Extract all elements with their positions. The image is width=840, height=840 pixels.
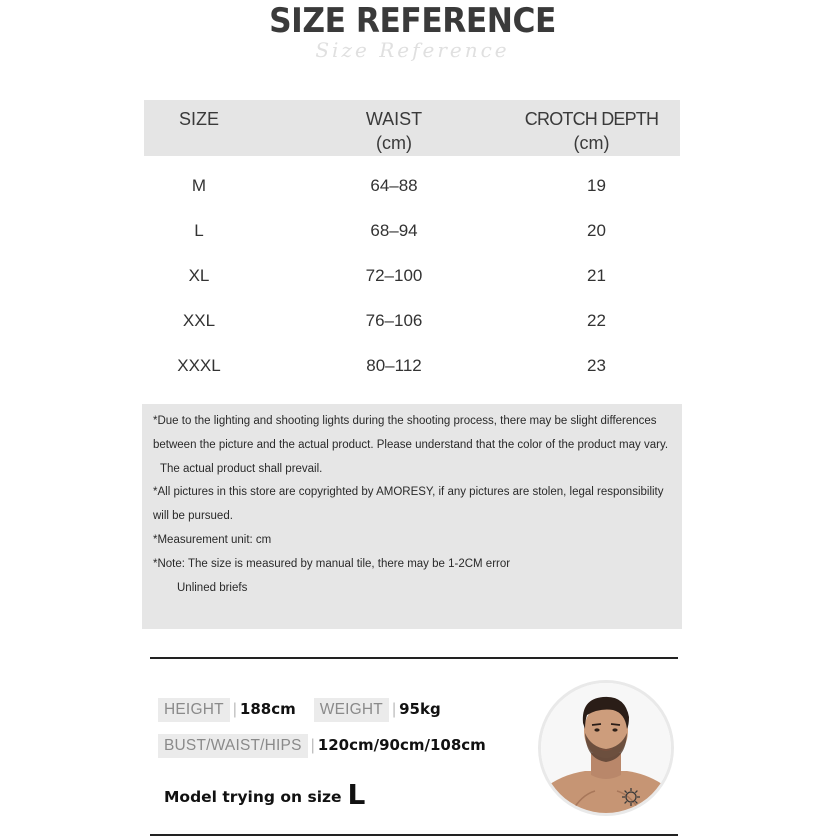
- measurements-label: BUST/WAIST/HIPS: [158, 734, 308, 758]
- cell-waist: 76–106: [365, 311, 423, 330]
- height-value: 188cm: [239, 700, 296, 718]
- table-row: [144, 336, 680, 381]
- cell-waist: 72–100: [365, 266, 423, 285]
- separator: |: [310, 737, 315, 754]
- cell-waist: 68–94: [370, 221, 418, 240]
- cell-size: XXL: [182, 311, 216, 330]
- measurements-value: 120cm/90cm/108cm: [317, 736, 486, 754]
- column-header-waist: WAIST (cm): [324, 107, 464, 155]
- model-avatar: [538, 680, 674, 816]
- page-title: SIZE REFERENCE: [269, 1, 556, 41]
- note-measurement-unit: *Measurement unit: cm: [153, 533, 272, 546]
- model-height-weight: [158, 697, 441, 722]
- cell-size: L: [194, 221, 204, 240]
- divider-top: [150, 657, 678, 659]
- note-size-error: *Note: The size is measured by manual tile, there may be 1-2CM error: [153, 557, 511, 570]
- model-trying-size-value: L: [347, 778, 366, 811]
- cell-waist: 80–112: [366, 356, 422, 375]
- cell-waist: 64–88: [370, 176, 418, 195]
- weight-value: 95kg: [399, 700, 441, 718]
- cell-size: XL: [188, 266, 210, 285]
- column-unit-crotch-depth: (cm): [573, 133, 610, 153]
- height-label: HEIGHT: [158, 698, 230, 722]
- weight-label: WEIGHT: [314, 698, 389, 722]
- column-unit-waist: (cm): [376, 133, 412, 153]
- page-subtitle-script: Size Reference: [315, 38, 510, 62]
- notes-panel: [142, 404, 682, 629]
- table-row: [144, 291, 680, 336]
- table-row: [144, 156, 680, 201]
- model-portrait-icon: [541, 683, 671, 813]
- note-lighting: *Due to the lighting and shooting lights during the shooting process, there may be slight differences between the picture and the actual product. Please understand that the color of the product may vary.: [153, 415, 669, 451]
- cell-size: XXXL: [177, 356, 221, 375]
- divider-bottom: [150, 834, 678, 836]
- size-table-header: [144, 100, 680, 156]
- model-trying-size: [164, 778, 365, 814]
- column-header-size: SIZE: [178, 109, 219, 129]
- note-copyright: *All pictures in this store are copyrighted by AMORESY, if any pictures are stolen, legal responsibility will be pursued.: [153, 486, 664, 523]
- separator: |: [232, 701, 237, 718]
- cell-crotch-depth: 22: [587, 311, 606, 330]
- cell-crotch-depth: 23: [587, 356, 606, 375]
- column-header-crotch-depth: CROTCH DEPTH (cm): [504, 107, 679, 155]
- separator: |: [391, 701, 397, 718]
- cell-crotch-depth: 21: [587, 266, 606, 285]
- table-row: [144, 246, 680, 291]
- table-row: [144, 201, 680, 246]
- cell-crotch-depth: 19: [587, 176, 606, 195]
- cell-size: M: [191, 176, 207, 195]
- cell-crotch-depth: 20: [587, 221, 606, 240]
- model-trying-text: Model trying on size: [164, 788, 342, 806]
- note-prevail: The actual product shall prevail.: [160, 462, 323, 475]
- size-table: [144, 100, 680, 381]
- note-product-type: Unlined briefs: [177, 581, 248, 594]
- model-measurements: [158, 733, 486, 758]
